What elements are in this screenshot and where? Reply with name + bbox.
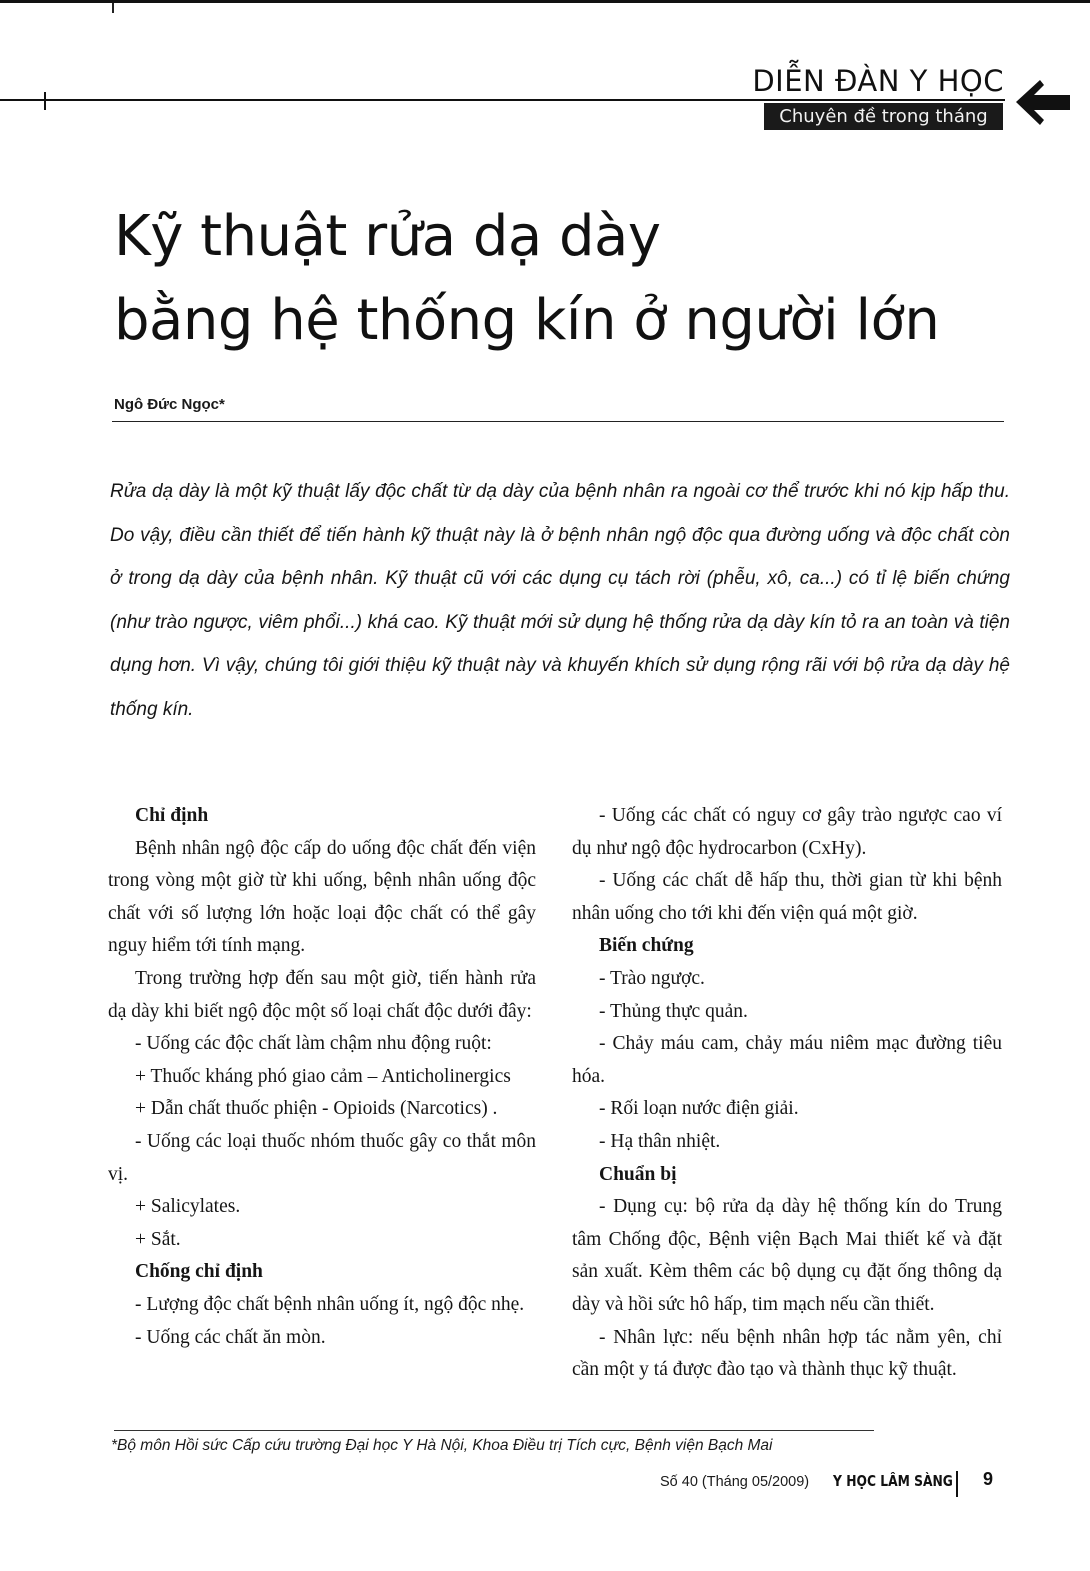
footnote-rule [114, 1430, 874, 1431]
arrow-left-icon [1014, 78, 1074, 128]
section-heading: Chuẩn bị [599, 1163, 677, 1185]
body-paragraph: - Chảy máu cam, chảy máu niêm mạc đường tiêu hóa. [572, 1033, 1002, 1087]
author-name: Ngô Đức Ngọc* [114, 396, 225, 413]
body-paragraph: Trong trường hợp đến sau một giờ, tiến hành rửa dạ dày khi biết ngộ độc một số loại chất độc dưới đây: [108, 967, 536, 1022]
body-paragraph: Bệnh nhân ngộ độc cấp do uống độc chất đến viện trong vòng một giờ từ khi uống, bệnh nhân uống độc chất với số lượng lớn hoặc loại độc chất có thể gây nguy hiểm tới tính mạng. [108, 837, 536, 957]
header-rule [0, 99, 1005, 101]
body-paragraph: - Lượng độc chất bệnh nhân uống ít, ngộ độc nhẹ. [135, 1293, 525, 1315]
article-title-line-2: bằng hệ thống kín ở người lớn [114, 288, 940, 353]
footer-divider [956, 1471, 958, 1497]
right-column [572, 800, 1002, 1387]
body-paragraph: - Dụng cụ: bộ rửa dạ dày hệ thống kín do Trung tâm Chống độc, Bệnh viện Bạch Mai thiết kế và đặt sản xuất. Kèm thêm các bộ dụng cụ đặt ống thông dạ dày và hồi sức hô hấp, tim mạch nếu cần thiết. [572, 1196, 1002, 1315]
body-paragraph: - Uống các chất ăn mòn. [135, 1326, 326, 1348]
body-paragraph: - Nhân lực: nếu bệnh nhân hợp tác nằm yên, chỉ cần một y tá được đào tạo và thành thục kỹ thuật. [572, 1326, 1002, 1381]
section-heading: Biến chứng [599, 935, 694, 957]
body-paragraph: - Trào ngược. [599, 967, 705, 989]
page-top-tick [112, 3, 114, 13]
body-paragraph: - Thủng thực quản. [599, 1000, 748, 1022]
body-paragraph: + Thuốc kháng phó giao cảm – Anticholinergics [135, 1065, 511, 1087]
header-rule-tick [44, 92, 46, 110]
page-top-edge [0, 0, 1090, 3]
body-paragraph: - Rối loạn nước điện giải. [599, 1098, 799, 1120]
article-title [114, 195, 939, 363]
body-paragraph: + Sắt. [135, 1228, 181, 1250]
section-heading: Chống chỉ định [135, 1261, 263, 1283]
abstract: Rửa dạ dày là một kỹ thuật lấy độc chất từ dạ dày của bệnh nhân ra ngoài cơ thể trước khi nó kịp hấp thu. Do vậy, điều cần thiết để tiến hành kỹ thuật này là ở bệnh nhân ngộ độc qua đường uống và độc chất còn ở trong dạ dày của bệnh nhân. Kỹ thuật cũ với các dụng cụ tách rời (phễu, xô, ca...) có tỉ lệ biến chứng (như trào ngược, viêm phổi...) khá cao. Kỹ thuật mới sử dụng hệ thống rửa dạ dày kín tỏ ra an toàn và tiện dụng hơn. Vì vậy, chúng tôi giới thiệu kỹ thuật này và khuyến khích sử dụng rộng rãi với bộ rửa dạ dày hệ thống kín. [110, 481, 1010, 720]
body-paragraph: + Salicylates. [135, 1196, 241, 1218]
page-number: 9 [983, 1469, 994, 1489]
left-column [108, 800, 536, 1354]
section-title: DIỄN ĐÀN Y HỌC [752, 64, 1004, 98]
footnote: *Bộ môn Hồi sức Cấp cứu trường Đại học Y Hà Nội, Khoa Điều trị Tích cực, Bệnh viện Bạch Mai [111, 1437, 773, 1454]
section-subtitle: Chuyên đề trong tháng [764, 103, 1003, 130]
body-paragraph: - Uống các loại thuốc nhóm thuốc gây co thắt môn vị. [108, 1130, 536, 1185]
issue-label: Số 40 (Tháng 05/2009) [660, 1474, 810, 1490]
body-paragraph: - Uống các chất có nguy cơ gây trào ngược cao ví dụ như ngộ độc hydrocarbon (CxHy). [572, 805, 1002, 859]
body-paragraph: - Uống các độc chất làm chậm nhu động ruột: [135, 1033, 492, 1055]
article-title-line-1: Kỹ thuật rửa dạ dày [114, 204, 661, 269]
body-paragraph: + Dẫn chất thuốc phiện - Opioids (Narcotics) . [135, 1098, 498, 1120]
body-paragraph: - Uống các chất dễ hấp thu, thời gian từ khi bệnh nhân uống cho tới khi đến viện quá một giờ. [572, 870, 1002, 924]
body-paragraph: - Hạ thân nhiệt. [599, 1130, 721, 1152]
journal-name: Y HỌC LÂM SÀNG [833, 1472, 953, 1490]
section-heading: Chỉ định [135, 805, 209, 826]
author-rule [112, 421, 1004, 422]
